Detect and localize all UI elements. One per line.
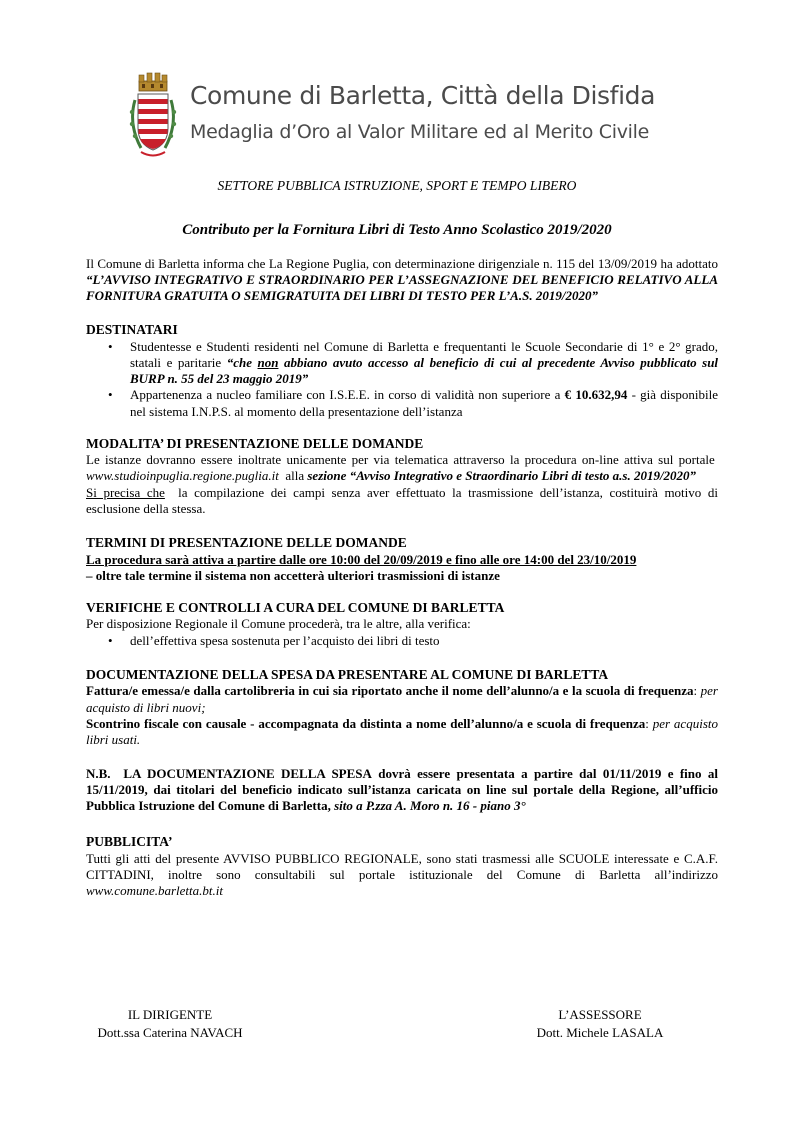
destinatari-heading: DESTINATARI — [86, 322, 178, 338]
destinatari-bullet-1-quote-start: “che — [226, 355, 252, 371]
list-item — [86, 339, 718, 387]
modalita-section-name: sezione “Avviso Integrativo e Straordinario Libri di testo a.s. 2019/2020” — [307, 468, 697, 484]
termini-note: – oltre tale termine il sistema non accetterà ulteriori trasmissioni di istanze — [86, 567, 500, 583]
termini-dates: La procedura sarà attiva a partire dalle ore 10:00 del 20/09/2019 e fino alle ore 14:00 del 23/10/2019 — [86, 551, 637, 567]
pubblicita-paragraph — [86, 851, 718, 899]
verifiche-heading: VERIFICHE E CONTROLLI A CURA DEL COMUNE DI BARLETTA — [86, 599, 505, 615]
termini-paragraph — [86, 552, 718, 584]
modalita-text: Le istanze dovranno essere inoltrate unicamente per via telematica attraverso la procedura on-line attiva sul portale — [86, 452, 715, 468]
pubblicita-text: Tutti gli atti del presente AVVISO PUBBLICO REGIONALE, sono stati trasmessi alle SCUOLE interessate e C.A.F. CITTADINI, inoltre sono consultabili sul portale istituzionale del Comune di Barletta all’indirizzo — [86, 850, 718, 883]
destinatari-list — [86, 339, 718, 420]
destinatari-bullet-2-text-end: - già disponibile nel sistema I.N.P.S. al momento della presentazione dell’istanza — [130, 387, 719, 419]
verifiche-bullet-text: dell’effettiva spesa sostenuta per l’acquisto dei libri di testo — [130, 632, 440, 648]
nb-lead: LA DOCUMENTAZIONE DELLA SPESA — [123, 765, 372, 781]
signature-left-role: IL DIRIGENTE — [127, 1007, 213, 1022]
modalita-heading: MODALITA’ DI PRESENTAZIONE DELLE DOMANDE — [86, 435, 424, 451]
fattura-text: Fattura/e emessa/e dalla cartolibreria in cui sia riportato anche il nome dell’alunno/a e la scuola di frequenza — [86, 683, 694, 699]
list-item — [86, 387, 718, 419]
scontrino-purpose: per acquisto libri usati. — [86, 715, 718, 747]
signature-left-name: Dott.ssa Caterina NAVACH — [97, 1024, 243, 1040]
destinatari-bullet-1-quote-end: abbiano avuto accesso al beneficio di cui al precedente Avviso pubblicato sul BURP n. 55 del 23 maggio 2019” — [130, 355, 719, 387]
modalita-note-lead: Si precisa che — [86, 484, 165, 500]
isee-amount: € 10.632,94 — [564, 387, 628, 403]
sector-heading: SETTORE PUBBLICA ISTRUZIONE, SPORT E TEMPO LIBERO — [217, 178, 577, 193]
verifiche-text: Per disposizione Regionale il Comune procederà, tra le altre, alla verifica: — [86, 616, 471, 632]
intro-text: Il Comune di Barletta informa che La Regione Puglia, con determinazione dirigenziale n. 115 del 13/09/2019 ha adottato — [86, 256, 718, 271]
org-subtitle: Medaglia d’Oro al Valor Militare ed al Merito Civile — [190, 121, 650, 143]
nb-label: N.B. — [86, 765, 111, 781]
studioinpuglia-link[interactable]: www.studioinpuglia.regione.puglia.it — [86, 468, 279, 484]
nb-location: sito a P.zza A. Moro n. 16 - piano 3° — [334, 798, 526, 814]
nb-paragraph — [86, 766, 718, 814]
comune-barletta-link[interactable]: www.comune.barletta.bt.it — [86, 883, 223, 899]
coat-of-arms-icon — [127, 72, 179, 160]
signature-right-name: Dott. Michele LASALA — [536, 1024, 664, 1040]
pubblicita-heading: PUBBLICITA’ — [86, 834, 173, 850]
destinatari-bullet-1-text: Studentesse e Studenti residenti nel Comune di Barletta e frequentanti le Scuole Secondarie di 1° e 2° grado, statali e paritarie — [130, 339, 718, 371]
signature-left — [70, 1006, 270, 1041]
nb-text: dovrà essere presentata a partire dal 01/11/2019 e fino al 15/11/2019, dai titolari del beneficio indicato sull’istanza caricata on line sul portale della Regione, all’ufficio Pubblica Istruzione del Comune di Barletta, — [86, 765, 718, 814]
intro-quote: “L’AVVISO INTEGRATIVO E STRAORDINARIO PER L’ASSEGNAZIONE DEL BENEFICIO RELATIVO ALLA FORNITURA GRATUITA O SEMIGRATUITA DEI LIBRI DI TESTO PER L’A.S. 2019/2020” — [86, 272, 718, 304]
modalita-paragraph-1 — [86, 452, 718, 484]
destinatari-bullet-2-text: Appartenenza a nucleo familiare con I.S.E.E. in corso di validità non superiore a — [130, 387, 561, 403]
verifiche-list — [86, 633, 718, 649]
destinatari-bullet-1-non: non — [257, 355, 279, 371]
documentazione-heading: DOCUMENTAZIONE DELLA SPESA DA PRESENTARE AL COMUNE DI BARLETTA — [86, 666, 609, 682]
modalita-mid: alla — [285, 468, 305, 484]
letterhead — [127, 72, 747, 162]
list-item — [86, 633, 718, 649]
termini-heading: TERMINI DI PRESENTAZIONE DELLE DOMANDE — [86, 534, 407, 550]
documentazione-paragraph-1: Fattura/e emessa/e dalla cartolibreria in cui sia riportato anche il nome dell’alunno/a e la scuola di frequenza: per acquisto di libri nuovi; — [86, 683, 718, 715]
fattura-purpose: per acquisto di libri nuovi; — [86, 683, 718, 715]
documentazione-paragraph-2: Scontrino fiscale con causale - accompagnata da distinta a nome dell’alunno/a e scuola di frequenza: per acquisto libri usati. — [86, 715, 718, 747]
modalita-paragraph-2 — [86, 485, 718, 517]
document-body — [86, 256, 718, 899]
org-name: Comune di Barletta, Città della Disfida — [190, 81, 656, 110]
document-title: Contributo per la Fornitura Libri di Testo Anno Scolastico 2019/2020 — [182, 222, 612, 238]
signature-right — [500, 1006, 700, 1041]
scontrino-text: Scontrino fiscale con causale - accompagnata da distinta a nome dell’alunno/a e scuola di frequenza — [86, 715, 646, 731]
signature-right-role: L’ASSESSORE — [558, 1007, 642, 1022]
intro-paragraph — [86, 256, 718, 304]
modalita-note-text: la compilazione dei campi senza aver effettuato la trasmissione dell’istanza, costituirà motivo di esclusione della stessa. — [86, 484, 718, 516]
